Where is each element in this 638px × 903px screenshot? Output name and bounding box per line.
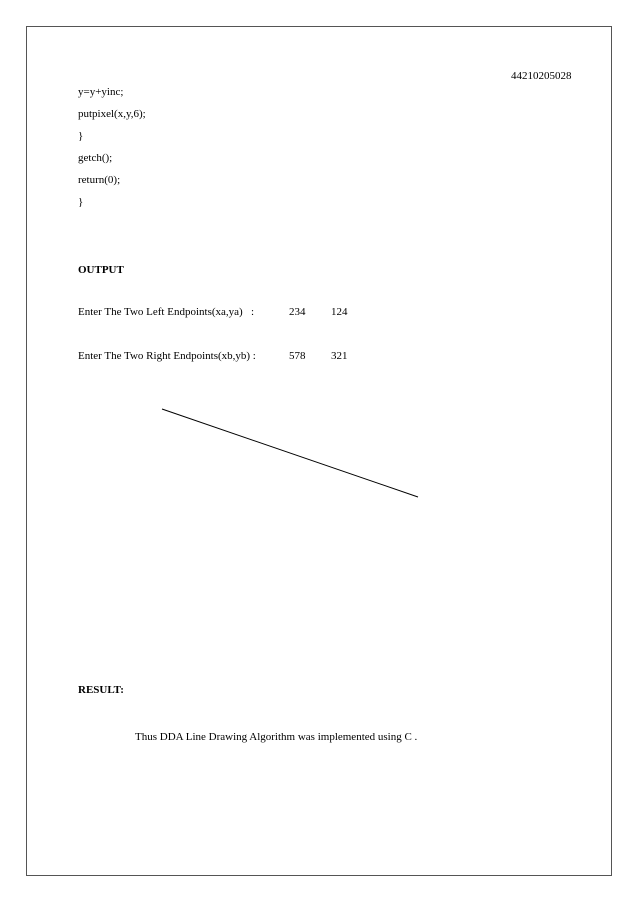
code-line: return(0); xyxy=(78,174,121,186)
result-heading: RESULT: xyxy=(78,684,124,696)
dda-drawn-line xyxy=(162,409,418,497)
result-text: Thus DDA Line Drawing Algorithm was implemented using C . xyxy=(135,731,418,743)
left-ya-value: 124 xyxy=(331,306,348,318)
code-line: } xyxy=(78,130,84,142)
right-endpoints-prompt: Enter The Two Right Endpoints(xb,yb) : xyxy=(78,350,256,362)
page-id: 44210205028 xyxy=(511,70,572,82)
left-xa-value: 234 xyxy=(289,306,306,318)
code-line: getch(); xyxy=(78,152,113,164)
right-yb-value: 321 xyxy=(331,350,348,362)
code-line: y=y+yinc; xyxy=(78,86,124,98)
right-xb-value: 578 xyxy=(289,350,306,362)
code-line: } xyxy=(78,196,84,208)
output-heading: OUTPUT xyxy=(78,264,124,276)
left-endpoints-prompt: Enter The Two Left Endpoints(xa,ya) : xyxy=(78,306,254,318)
code-line: putpixel(x,y,6); xyxy=(78,108,146,120)
